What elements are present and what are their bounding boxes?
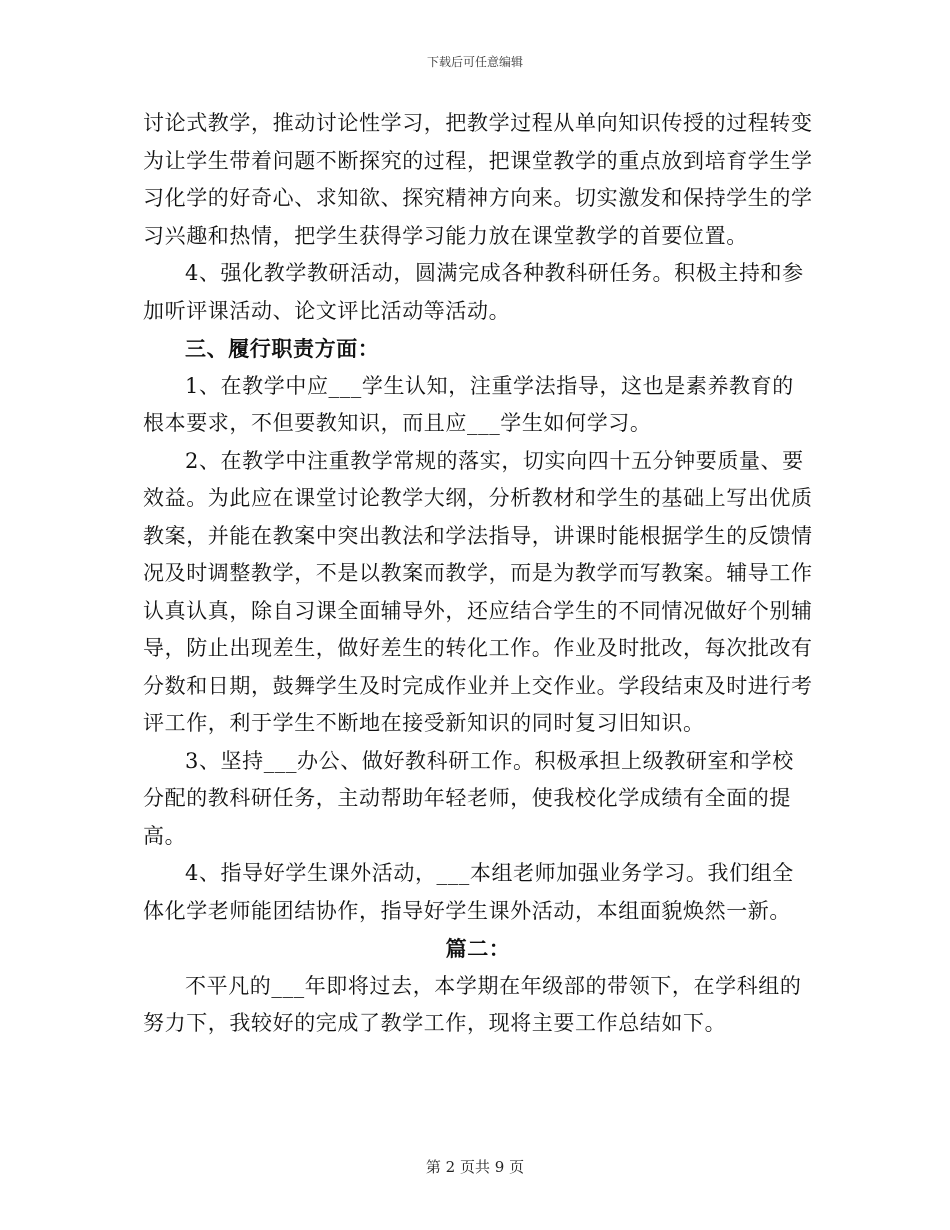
paragraph-continuation: 讨论式教学，推动讨论性学习，把教学过程从单向知识传授的过程转变为让学生带着问题不断探究的过程，把课堂教学的重点放到培育学生学习化学的好奇心、求知欲、探究精神方向来。切实激发和保持学生的学习兴趣和热情，把学生获得学习能力放在课堂教学的首要位置。 <box>143 111 813 248</box>
paragraph-duty-4: 4、指导好学生课外活动，___本组老师加强业务学习。我们组全体化学老师能团结协作，指导好学生课外活动，本组面貌焕然一新。 <box>143 861 794 923</box>
paragraph-duty-1: 1、在教学中应___学生认知，注重学法指导，这也是素养教育的根本要求，不但要教知识，而且应___学生如何学习。 <box>143 373 794 435</box>
paragraph-duty-2: 2、在教学中注重教学常规的落实，切实向四十五分钟要质量、要效益。为此应在课堂讨论教学大纲，分析教材和学生的基础上写出优质教案，并能在教案中突出教法和学法指导，讲课时能根据学生的反馈情况及时调整教学，不是以教案而教学，而是为教学而写教案。辅导工作认真认真，除自习课全面辅导外，还应结合学生的不同情况做好个别辅导，防止出现差生，做好差生的转化工作。作业及时批改，每次批改有分数和日期，鼓舞学生及时完成作业并上交作业。学段结束及时进行考评工作，利于学生不断地在接受新知识的同时复习旧知识。 <box>143 448 813 735</box>
paragraph-duty-3: 3、坚持___办公、做好教科研工作。积极承担上级教研室和学校分配的教科研任务，主动帮助年轻老师，使我校化学成绩有全面的提高。 <box>143 748 794 848</box>
paragraph-item-4-research: 4、强化教学教研活动，圆满完成各种教科研任务。积极主持和参加听评课活动、论文评比活动等活动。 <box>143 261 804 323</box>
page-number-footer: 第 2 页共 9 页 <box>425 1158 525 1176</box>
paragraph-part-two-intro: 不平凡的___年即将过去，本学期在年级部的带领下，在学科组的努力下，我较好的完成了教学工作，现将主要工作总结如下。 <box>143 973 802 1035</box>
section-heading-part-two: 篇二： <box>445 936 511 961</box>
document-body <box>143 105 813 1043</box>
page-header: 下载后可任意编辑 <box>426 55 523 69</box>
section-heading-duties: 三、履行职责方面： <box>185 336 380 361</box>
